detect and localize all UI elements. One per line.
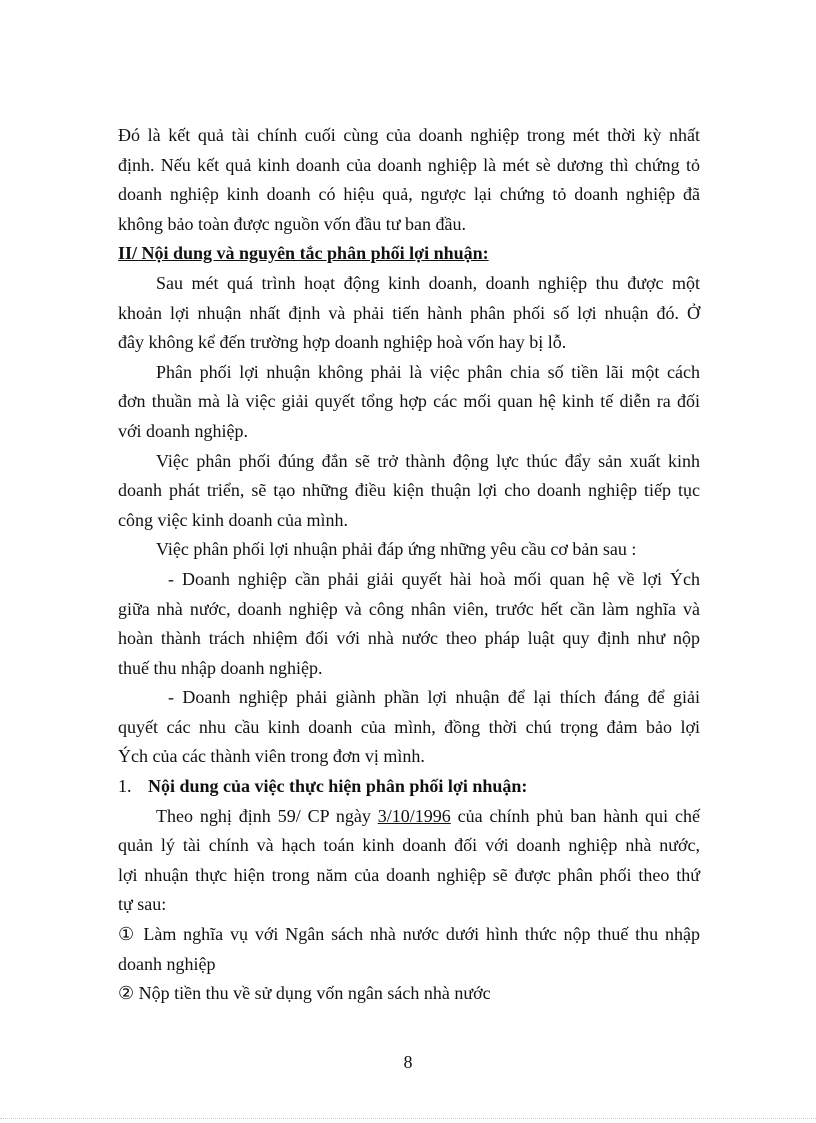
text-line: khoản lợi nhuận nhất định và phải tiến hành phân phối số lợi nhuận đó. Ở	[118, 302, 700, 323]
text-line: đơn thuần mà là việc giải quyết tổng hợp các mối quan hệ kinh tế diễn ra đối	[118, 391, 700, 412]
text-line: Ých của các thành viên trong đơn vị mình.	[118, 746, 425, 767]
text-line: doanh nghiệp	[118, 953, 216, 974]
text-line	[118, 802, 700, 832]
decree-date: 3/10/1996	[377, 805, 451, 826]
text-line: doanh nghiệp kinh doanh có hiệu quả, ngược lại chứng tỏ doanh nghiệp đã	[118, 184, 700, 205]
text-line: thuế thu nhập doanh nghiệp.	[118, 657, 323, 678]
document-body	[118, 121, 700, 1009]
text-line: ② Nộp tiền thu về sử dụng vốn ngân sách nhà nước	[118, 983, 491, 1004]
subsection-title: Nội dung của việc thực hiện phân phối lợi nhuận:	[148, 776, 528, 797]
text-line: quản lý tài chính và hạch toán kinh doanh đối với doanh nghiệp nhà nước,	[118, 835, 700, 856]
text-line: Việc phân phối lợi nhuận phải đáp ứng những yêu cầu cơ bản sau :	[156, 539, 637, 560]
subsection-heading	[118, 772, 700, 802]
text-line: không bảo toàn được nguồn vốn đầu tư ban đầu.	[118, 213, 466, 234]
text-line: - Doanh nghiệp phải giành phần lợi nhuận để lại thích đáng để giải	[168, 687, 700, 708]
text-line: Sau mét quá trình hoạt động kinh doanh, doanh nghiệp thu được một	[156, 272, 700, 293]
text-line: Phân phối lợi nhuận không phải là việc phân chia số tiền lãi một cách	[156, 361, 700, 382]
numbered-item-1	[118, 920, 700, 979]
paragraph-5	[118, 802, 700, 920]
text-line: doanh phát triển, sẽ tạo những điều kiện thuận lợi cho doanh nghiệp tiếp tục	[118, 480, 700, 501]
text-span: của chính phủ ban hành qui chế	[450, 805, 700, 826]
bullet-item-1	[118, 565, 700, 683]
paragraph-4	[118, 535, 700, 565]
text-line: tự sau:	[118, 894, 167, 915]
paragraph-1	[118, 269, 700, 358]
text-line: lợi nhuận thực hiện trong năm của doanh nghiệp sẽ được phân phối theo thứ	[118, 864, 700, 885]
text-line: Đó là kết quả tài chính cuối cùng của doanh nghiệp trong mét thời kỳ nhất	[118, 125, 700, 145]
paragraph-2	[118, 358, 700, 447]
text-line: với doanh nghiệp.	[118, 420, 248, 441]
paragraph-intro	[118, 121, 700, 239]
text-line: định. Nếu kết quả kinh doanh của doanh nghiệp là mét sè dương thì chứng tỏ	[118, 154, 700, 175]
text-line: công việc kinh doanh của mình.	[118, 509, 348, 530]
section-heading: II/ Nội dung và nguyên tắc phân phối lợi nhuận:	[118, 243, 489, 264]
text-line: đây không kể đến trường hợp doanh nghiệp hoà vốn hay bị lỗ.	[118, 332, 567, 353]
page-number: 8	[403, 1052, 413, 1072]
bullet-item-2	[118, 683, 700, 772]
text-line: giữa nhà nước, doanh nghiệp và công nhân viên, trước hết cần làm nghĩa và	[118, 598, 700, 619]
text-line: quyết các nhu cầu kinh doanh của mình, đồng thời chú trọng đảm bảo lợi	[118, 716, 700, 737]
text-line: Việc phân phối đúng đắn sẽ trở thành động lực thúc đẩy sản xuất kinh	[156, 450, 700, 471]
text-line: - Doanh nghiệp cần phải giải quyết hài hoà mối quan hệ về lợi Ých	[168, 568, 700, 589]
text-span: Theo nghị định 59/ CP ngày	[156, 805, 378, 826]
text-line: ① Làm nghĩa vụ với Ngân sách nhà nước dưới hình thức nộp thuế thu nhập	[118, 924, 700, 945]
numbered-item-2	[118, 979, 700, 1009]
page-bottom-divider	[0, 1118, 816, 1119]
text-line: hoàn thành trách nhiệm đối với nhà nước theo pháp luật quy định như nộp	[118, 628, 700, 649]
subsection-number: 1.	[118, 776, 132, 797]
paragraph-3	[118, 447, 700, 536]
